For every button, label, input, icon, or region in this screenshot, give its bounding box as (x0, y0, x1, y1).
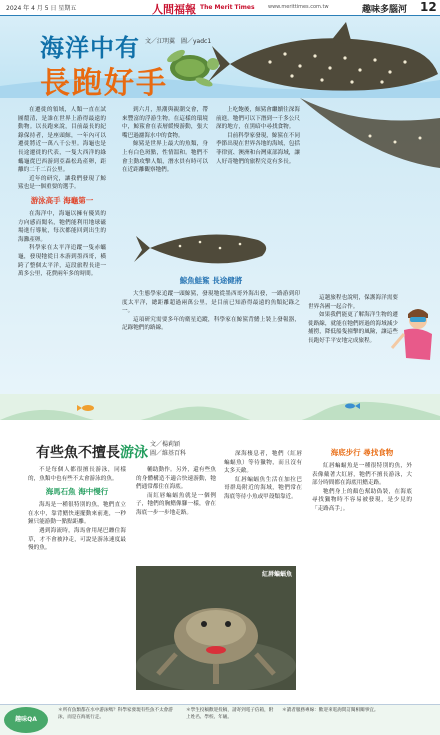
feature-hero (0, 16, 440, 98)
article-paragraph: 輔助動作。另外，還有些魚的身體構造不適合快速游動，牠們通常都住在海底。 (136, 467, 216, 491)
newspaper-logo-en: The Merit Times (200, 4, 255, 11)
newspaper-logo: 人間福報 (152, 3, 196, 16)
feature-paragraph: 在海洋中，海龜以擁有優異的方向感而聞名，牠們能利用地球磁場進行導航，每次都能回到出生的海灘產卵。 (18, 210, 106, 243)
footer-note: ＊所有魚類都在水中游泳嗎？科學家發現有些魚不太會游泳，而是在海底行走。 (58, 708, 173, 720)
whale-shark-small-icon (134, 235, 266, 264)
feature-column-3-top (216, 106, 300, 166)
feature-paragraph: 近年的研究，讓我們發現了鯨鯊也是一個重要的選手。 (18, 175, 106, 191)
feature-column-4 (308, 294, 398, 346)
whale-shark-icon (208, 22, 438, 91)
feature-paragraph: 上吃飽後，鯨鯊會繼續往深海前進。牠們可以下潛到一千多公尺深的地方，在黑暗中尋找食物。 (216, 107, 300, 131)
page-header (0, 0, 440, 16)
feature-paragraph: 如果我們能更了解海洋生物的遷徙路線，就能在牠們經過的海域減少捕撈，降低船隻撞擊的風險，讓這些長跑好手平安地完成旅程。 (308, 312, 398, 344)
feature-column-2-bottom (122, 272, 300, 333)
article-paragraph: 遇到海流時，海馬會用尾巴纏住海草，才不會被沖走，可說是游泳速度最慢的魚。 (28, 527, 126, 552)
whale-shark-tail-icon (300, 98, 440, 168)
page-footer (0, 704, 440, 735)
qa-badge: 趣味QA (4, 707, 48, 733)
feature-subhead-1: 游泳高手 海龜第一 (30, 195, 94, 205)
feature-column-1 (18, 106, 106, 279)
article-title (36, 442, 148, 462)
feature-byline: 文／江明翼 圖／yadc1 (145, 38, 212, 45)
feature-paragraph: 大生態學家追蹤一頭鯨鯊，發現牠從墨西哥外海出發，一路游到印度太平洋，總距離超過兩萬公里，是目前已知游得最遠的魚類紀錄之一。 (122, 291, 300, 315)
article-paragraph: 不是每個人都很擅長游泳，同樣的，魚類中也有些不太會游泳的魚。 (28, 467, 126, 482)
photo-caption: 紅唇蝙蝠魚 (261, 571, 292, 578)
feature-paragraph: 在遷徙的領域，人類一直在試圖釐清，是誰在世界上游得最遠的動物。以長跑來說，目前最長的紀錄保持者，是座頭鯨，一年內可以遷徙將近一萬八千公里。海龜也是長途遷徙的代表，一隻大西洋的綠蠵龜從巴西游到亞森松島產卵，距離約二千二百公里。 (18, 107, 106, 174)
article-paragraph: 牠們身上的顏色幫助偽裝，在海底尋找獵物時不容易被發現，是少見的「走路高手」。 (312, 488, 412, 512)
feature-paragraph: 目前科學家發現，鯨鯊在不同季節出現在世界各地的海域，包括菲律賓、澳洲和台灣東部海域，讓人好奇牠們的旅程究竟有多長。 (216, 132, 300, 165)
second-article (0, 394, 440, 704)
batfish-photo (136, 566, 296, 690)
article-paragraph: 深海棲息者，牠們（紅唇蝙蝠魚）等待獵物，而且沒有太多天敵。 (224, 451, 302, 475)
article-title-main: 有些魚不擅長 (36, 445, 120, 461)
feature-title-line1: 海洋中有 (40, 34, 140, 62)
website-url[interactable]: www.merittimes.com.tw (268, 4, 329, 10)
article-author: 文／楊莉穎 (150, 441, 181, 448)
footer-note: ＊讀者服務專線：歡迎來電詢問訂閱相關事宜。 (282, 708, 379, 713)
feature-column-2-top (122, 106, 208, 175)
article-column-center-right (224, 450, 302, 502)
article-paragraph: 紅唇蝙蝠魚生活在加拉巴哥群島附近的海域，牠們常在海底等待小魚或甲殼類靠近。 (224, 476, 302, 500)
article-column-left (28, 466, 126, 553)
section-name: 趣味多腦河 (362, 5, 408, 15)
article-paragraph: 紅唇蝙蝠魚是一種很特別的魚，外表像戴著大紅唇，牠們不擅長游泳，大部分時間都在海底用鰭走路。 (312, 463, 412, 487)
feature-paragraph: 鯨鯊是世界上最大的魚類，身上有白色斑點，性情溫和。牠們不會主動攻擊人類，潛水員有時可以在近距離觀察牠們。 (122, 141, 208, 174)
coral-banner (0, 394, 440, 420)
feature-body (0, 98, 440, 394)
issue-date: 2024 年 4 月 5 日 星期五 (6, 5, 77, 12)
coral-decoration (0, 394, 440, 420)
article-paragraph: 海馬是一種很特別的魚，牠們直立在水中，靠背鰭快速擺動來前進，一秒鐘只能游動一點點距離。 (28, 502, 126, 526)
article-subhead-left: 海馬石魚 海中慢行 (45, 487, 109, 497)
article-column-middle (136, 466, 216, 518)
feature-paragraph: 科學家在太平洋追蹤一隻赤蠵龜，發現牠從日本游到墨西哥，橫跨了整個太平洋，這段旅程長達一萬多公里，花費兩年多的時間。 (18, 245, 106, 278)
page-number: 12 (420, 0, 437, 14)
diver-girl-icon (392, 309, 432, 360)
article-byline (150, 440, 186, 458)
article-paragraph: 而紅唇蝙蝠魚就是一個例子，牠們的胸鰭像腳一樣，會在海底一步一步地走路。 (136, 492, 216, 516)
article-image-credit: 圖／維基百科 (150, 450, 187, 457)
feature-subhead-2: 鯨魚鮭鯊 長途健將 (179, 276, 243, 285)
article-subhead-right: 海底步行 尋找食物 (330, 448, 394, 457)
feature-paragraph: 這趟旅程也說明，保護海洋需要世界各國一起合作。 (308, 295, 398, 310)
fish-icon (77, 405, 94, 411)
footer-note: ＊學生投稿歡迎投稿，請寄到電子信箱，附上姓名、學校、年級。 (186, 708, 274, 720)
feature-paragraph: 到六月，黑潮與親潮交會，帶來豐富的浮游生物。在這樣的環境中，鯨鯊會在表層緩慢游動，張大嘴巴過濾海水中的食物。 (122, 107, 208, 139)
batfish-icon (136, 566, 296, 690)
feature-paragraph: 這項研究需要多年的衛星追蹤，科學家在鯨鯊背鰭上裝上發報器，記錄牠們的路線。 (122, 316, 300, 332)
article-title-accent: 游泳 (120, 445, 148, 461)
article-column-right (312, 444, 412, 514)
feature-title-line2: 長跑好手 (40, 66, 168, 98)
